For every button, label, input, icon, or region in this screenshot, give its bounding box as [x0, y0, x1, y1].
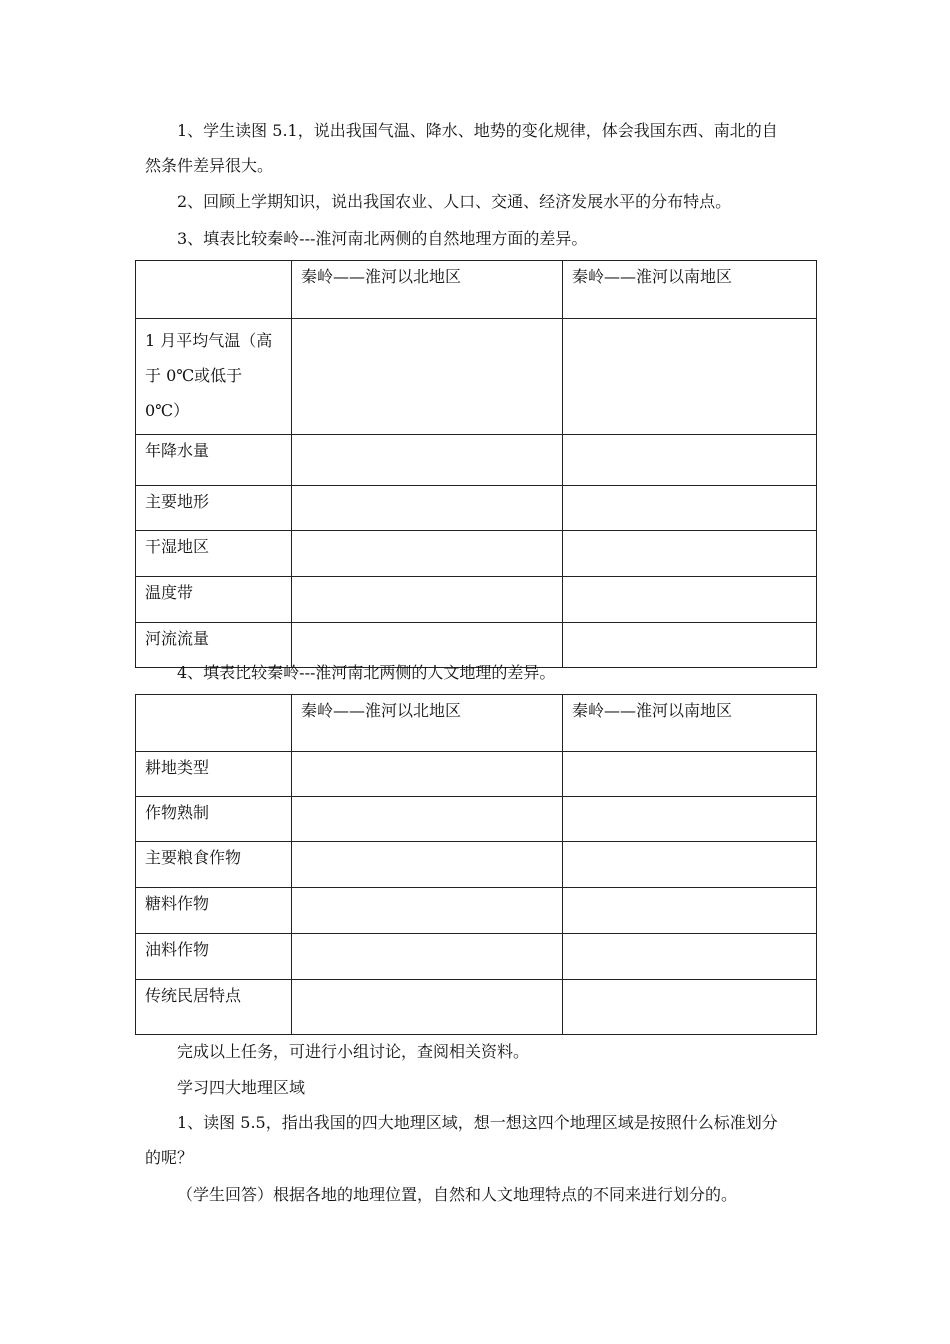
row-label: 传统民居特点: [136, 980, 292, 1035]
table-header-row: [136, 261, 817, 319]
answer-cell[interactable]: [563, 577, 817, 623]
answer-cell[interactable]: [563, 934, 817, 980]
table-row: [136, 435, 817, 486]
table-row: [136, 797, 817, 842]
row-label: 河流流量: [136, 623, 292, 668]
table-row: [136, 623, 817, 668]
header-cell-empty: [136, 695, 292, 752]
paragraph-1: 1、学生读图 5.1，说出我国气温、降水、地势的变化规律，体会我国东西、南北的自: [177, 121, 778, 140]
section-heading: 学习四大地理区域: [177, 1078, 306, 1097]
paragraph-2: 2、回顾上学期知识，说出我国农业、人口、交通、经济发展水平的分布特点。: [177, 192, 732, 211]
human-geography-table: [135, 694, 817, 1035]
header-cell-south: 秦岭——淮河以南地区: [563, 261, 817, 319]
answer-cell[interactable]: [292, 531, 563, 577]
paragraph-7-cont: 的呢？: [145, 1148, 194, 1167]
answer-cell[interactable]: [563, 486, 817, 531]
table-row: [136, 752, 817, 797]
row-label-january-temp: 1 月平均气温（高 于 0℃或低于 0℃）: [136, 319, 292, 435]
table-row: [136, 842, 817, 888]
table-row: [136, 531, 817, 577]
table-row: [136, 319, 817, 435]
natural-geography-table: [135, 260, 817, 668]
answer-cell[interactable]: [292, 486, 563, 531]
header-cell-north: 秦岭——淮河以北地区: [292, 261, 563, 319]
table-header-row: [136, 695, 817, 752]
table-row: [136, 934, 817, 980]
header-cell-empty: [136, 261, 292, 319]
row-label: 干湿地区: [136, 531, 292, 577]
paragraph-1-cont: 然条件差异很大。: [145, 156, 274, 175]
row-label: 油料作物: [136, 934, 292, 980]
paragraph-7: 1、读图 5.5，指出我国的四大地理区域，想一想这四个地理区域是按照什么标准划分: [177, 1113, 778, 1132]
table-row: [136, 888, 817, 934]
row-label: 主要粮食作物: [136, 842, 292, 888]
row-label: 温度带: [136, 577, 292, 623]
answer-cell[interactable]: [292, 888, 563, 934]
table-row: [136, 486, 817, 531]
answer-cell[interactable]: [292, 842, 563, 888]
row-label: 耕地类型: [136, 752, 292, 797]
row-label: 作物熟制: [136, 797, 292, 842]
answer-cell[interactable]: [292, 980, 563, 1035]
answer-cell[interactable]: [563, 435, 817, 486]
paragraph-3: 3、填表比较秦岭---淮河南北两侧的自然地理方面的差异。: [177, 229, 588, 248]
answer-cell[interactable]: [563, 752, 817, 797]
table-row: [136, 577, 817, 623]
header-cell-south: 秦岭——淮河以南地区: [563, 695, 817, 752]
paragraph-8: （学生回答）根据各地的地理位置，自然和人文地理特点的不同来进行划分的。: [177, 1185, 738, 1204]
answer-cell[interactable]: [292, 319, 563, 435]
answer-cell[interactable]: [563, 888, 817, 934]
answer-cell[interactable]: [563, 623, 817, 668]
answer-cell[interactable]: [292, 623, 563, 668]
row-label: 年降水量: [136, 435, 292, 486]
answer-cell[interactable]: [292, 752, 563, 797]
answer-cell[interactable]: [563, 980, 817, 1035]
answer-cell[interactable]: [292, 797, 563, 842]
paragraph-4: 4、填表比较秦岭---淮河南北两侧的人文地理的差异。: [177, 663, 556, 682]
table-row: [136, 980, 817, 1035]
answer-cell[interactable]: [292, 934, 563, 980]
answer-cell[interactable]: [292, 435, 563, 486]
answer-cell[interactable]: [563, 319, 817, 435]
answer-cell[interactable]: [292, 577, 563, 623]
row-label: 糖料作物: [136, 888, 292, 934]
header-cell-north: 秦岭——淮河以北地区: [292, 695, 563, 752]
row-label: 主要地形: [136, 486, 292, 531]
paragraph-5: 完成以上任务，可进行小组讨论，查阅相关资料。: [177, 1042, 530, 1061]
answer-cell[interactable]: [563, 531, 817, 577]
answer-cell[interactable]: [563, 797, 817, 842]
answer-cell[interactable]: [563, 842, 817, 888]
